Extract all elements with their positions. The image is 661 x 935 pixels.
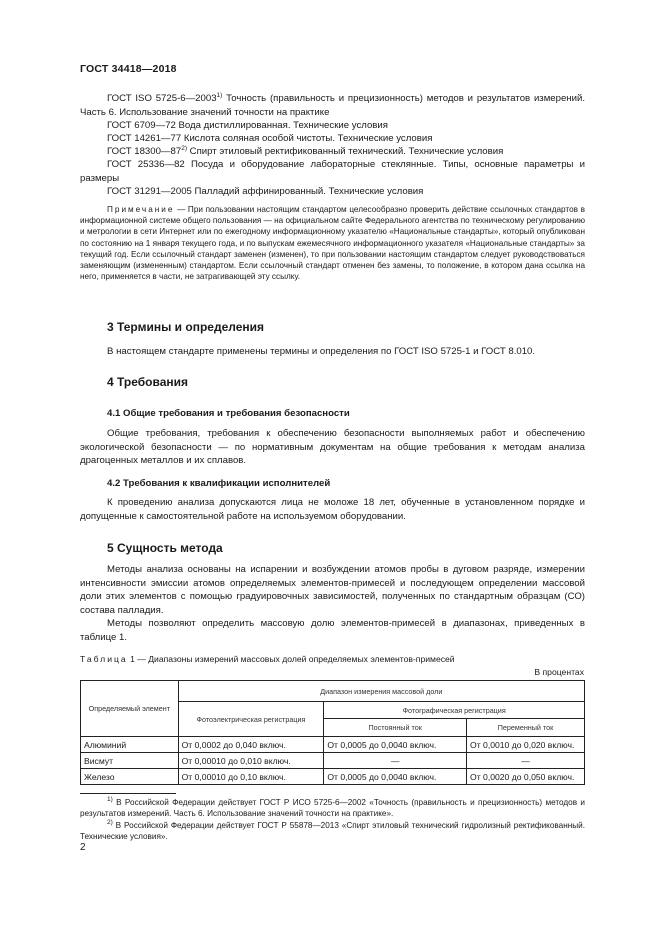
section-3-title: 3 Термины и определения (107, 320, 265, 334)
cell-direct-current: От 0,0005 до 0,0040 включ. (324, 769, 467, 785)
cell-photoelectric: От 0,0002 до 0,040 включ. (178, 737, 324, 753)
ref-gost-14261: ГОСТ 14261—77 Кислота соляная особой чистоты. Технические условия (107, 133, 433, 144)
cell-direct-current: — (324, 753, 467, 769)
table-unit: В процентах (534, 667, 584, 677)
section-4-2-title: 4.2 Требования к квалификации исполнителей (107, 478, 331, 489)
ref-gost-6709: ГОСТ 6709—72 Вода дистиллированная. Технические условия (107, 120, 388, 131)
header-photographic: Фотографическая регистрация (324, 702, 585, 719)
cell-alternating-current: — (467, 753, 585, 769)
note-paragraph: Примечание — При пользовании настоящим стандартом целесообразно проверить действие ссылочных стандартов в информационной системе общего пользования — на официальном сайте Федерального агентства по техническому регулированию и метрологии в сети Интернет или по ежегодному информационному указателю «Национальные стандарты», который опубликован по состоянию на 1 января текущего года, и по выпускам ежемесячного информационного указателя «Национальные стандарты» за текущий год. Если ссылочный стандарт заменен (изменен), то при пользовании настоящим стандартом следует руководствоваться заменяющим (измененным) стандартом. Если ссылочный стандарт отменен без замены, то положение, в котором дана ссылка на него, применяется в части, не затрагивающей эту ссылку. (80, 205, 585, 282)
header-range: Диапазон измерения массовой доли (178, 681, 584, 702)
table-row (81, 737, 585, 753)
header-direct-current: Постоянный ток (324, 719, 467, 737)
ref-gost-31291: ГОСТ 31291—2005 Палладий аффинированный. Технические условия (107, 186, 424, 197)
table-caption: Таблица 1 — Диапазоны измерений массовых долей определяемых элементов-примесей (80, 654, 455, 664)
cell-alternating-current: От 0,0010 до 0,020 включ. (467, 737, 585, 753)
header-photoelectric: Фотоэлектрическая регистрация (178, 702, 324, 737)
cell-photoelectric: От 0,00010 до 0,010 включ. (178, 753, 324, 769)
cell-alternating-current: От 0,0020 до 0,050 включ. (467, 769, 585, 785)
footnote-2: $^{2)}$ В Российской Федерации действует ГОСТ Р 55878—2013 «Спирт этиловый технический гидролизный ректификованный. Технические условия». (80, 819, 585, 842)
cell-photoelectric: От 0,00010 до 0,10 включ. (178, 769, 324, 785)
section-4-1-text: Общие требования, требования к обеспечению безопасности выполняемых работ и обеспечению экологической безопасности — по нормативным документам на общие требования к методам анализа драгоценных металлов и их сплавов. (80, 428, 585, 467)
header-alternating-current: Переменный ток (467, 719, 585, 737)
section-5-title: 5 Сущность метода (107, 541, 223, 555)
cell-element: Алюминий (81, 737, 179, 753)
section-3-text: В настоящем стандарте применены термины и определения по ГОСТ ISO 5725-1 и ГОСТ 8.010. (107, 346, 536, 357)
cell-element: Висмут (81, 753, 179, 769)
page-number: 2 (80, 842, 86, 853)
header-element: Определяемый элемент (81, 681, 179, 737)
ref-iso-5725-6: ГОСТ ISO 5725-6—2003$^{1)}$ Точность (правильность и прецизионность) методов и результатов измерений. Часть 6. Использование значений точности на практике (80, 92, 585, 118)
footnote-divider (80, 793, 176, 794)
ref-gost-25336: ГОСТ 25336—82 Посуда и оборудование лабораторные стеклянные. Типы, основные параметры и размеры (80, 159, 585, 184)
section-5-paragraph-2: Методы позволяют определить массовую долю элементов-примесей в диапазонах, приведенных в таблице 1. (80, 618, 585, 643)
ranges-table (80, 680, 585, 785)
section-4-title: 4 Требования (107, 375, 188, 389)
note-label: Примечание (107, 205, 175, 214)
ref-gost-18300: ГОСТ 18300—87$^{2)}$ Спирт этиловый ректификованный технический. Технические условия (107, 145, 504, 157)
table-row (81, 769, 585, 785)
footnote-1: $^{1)}$ В Российской Федерации действует ГОСТ Р ИСО 5725-6—2002 «Точность (правильность и прецизионность) методов и результатов измерений. Часть 6. Использование значений точности на практике». (80, 796, 585, 819)
table-row (81, 753, 585, 769)
cell-direct-current: От 0,0005 до 0,0040 включ. (324, 737, 467, 753)
footnote-ref-1: 1) (216, 92, 223, 99)
cell-element: Железо (81, 769, 179, 785)
section-5-paragraph-1: Методы анализа основаны на испарении и возбуждении атомов пробы в дуговом разряде, измерении интенсивности эмиссии атомов определяемых элементов-примесей и последующем определении массовой доли этих элементов с помощью градуировочных зависимостей, полученных по стандартным образцам (СО) состава палладия. (80, 564, 585, 616)
section-4-2-text: К проведению анализа допускаются лица не моложе 18 лет, обученные в установленном порядке и допущенные к самостоятельной работе на используемом оборудовании. (80, 497, 585, 522)
footnote-ref-2: 2) (181, 145, 187, 152)
document-header: ГОСТ 34418—2018 (80, 63, 177, 75)
section-4-1-title: 4.1 Общие требования и требования безопасности (107, 408, 350, 419)
